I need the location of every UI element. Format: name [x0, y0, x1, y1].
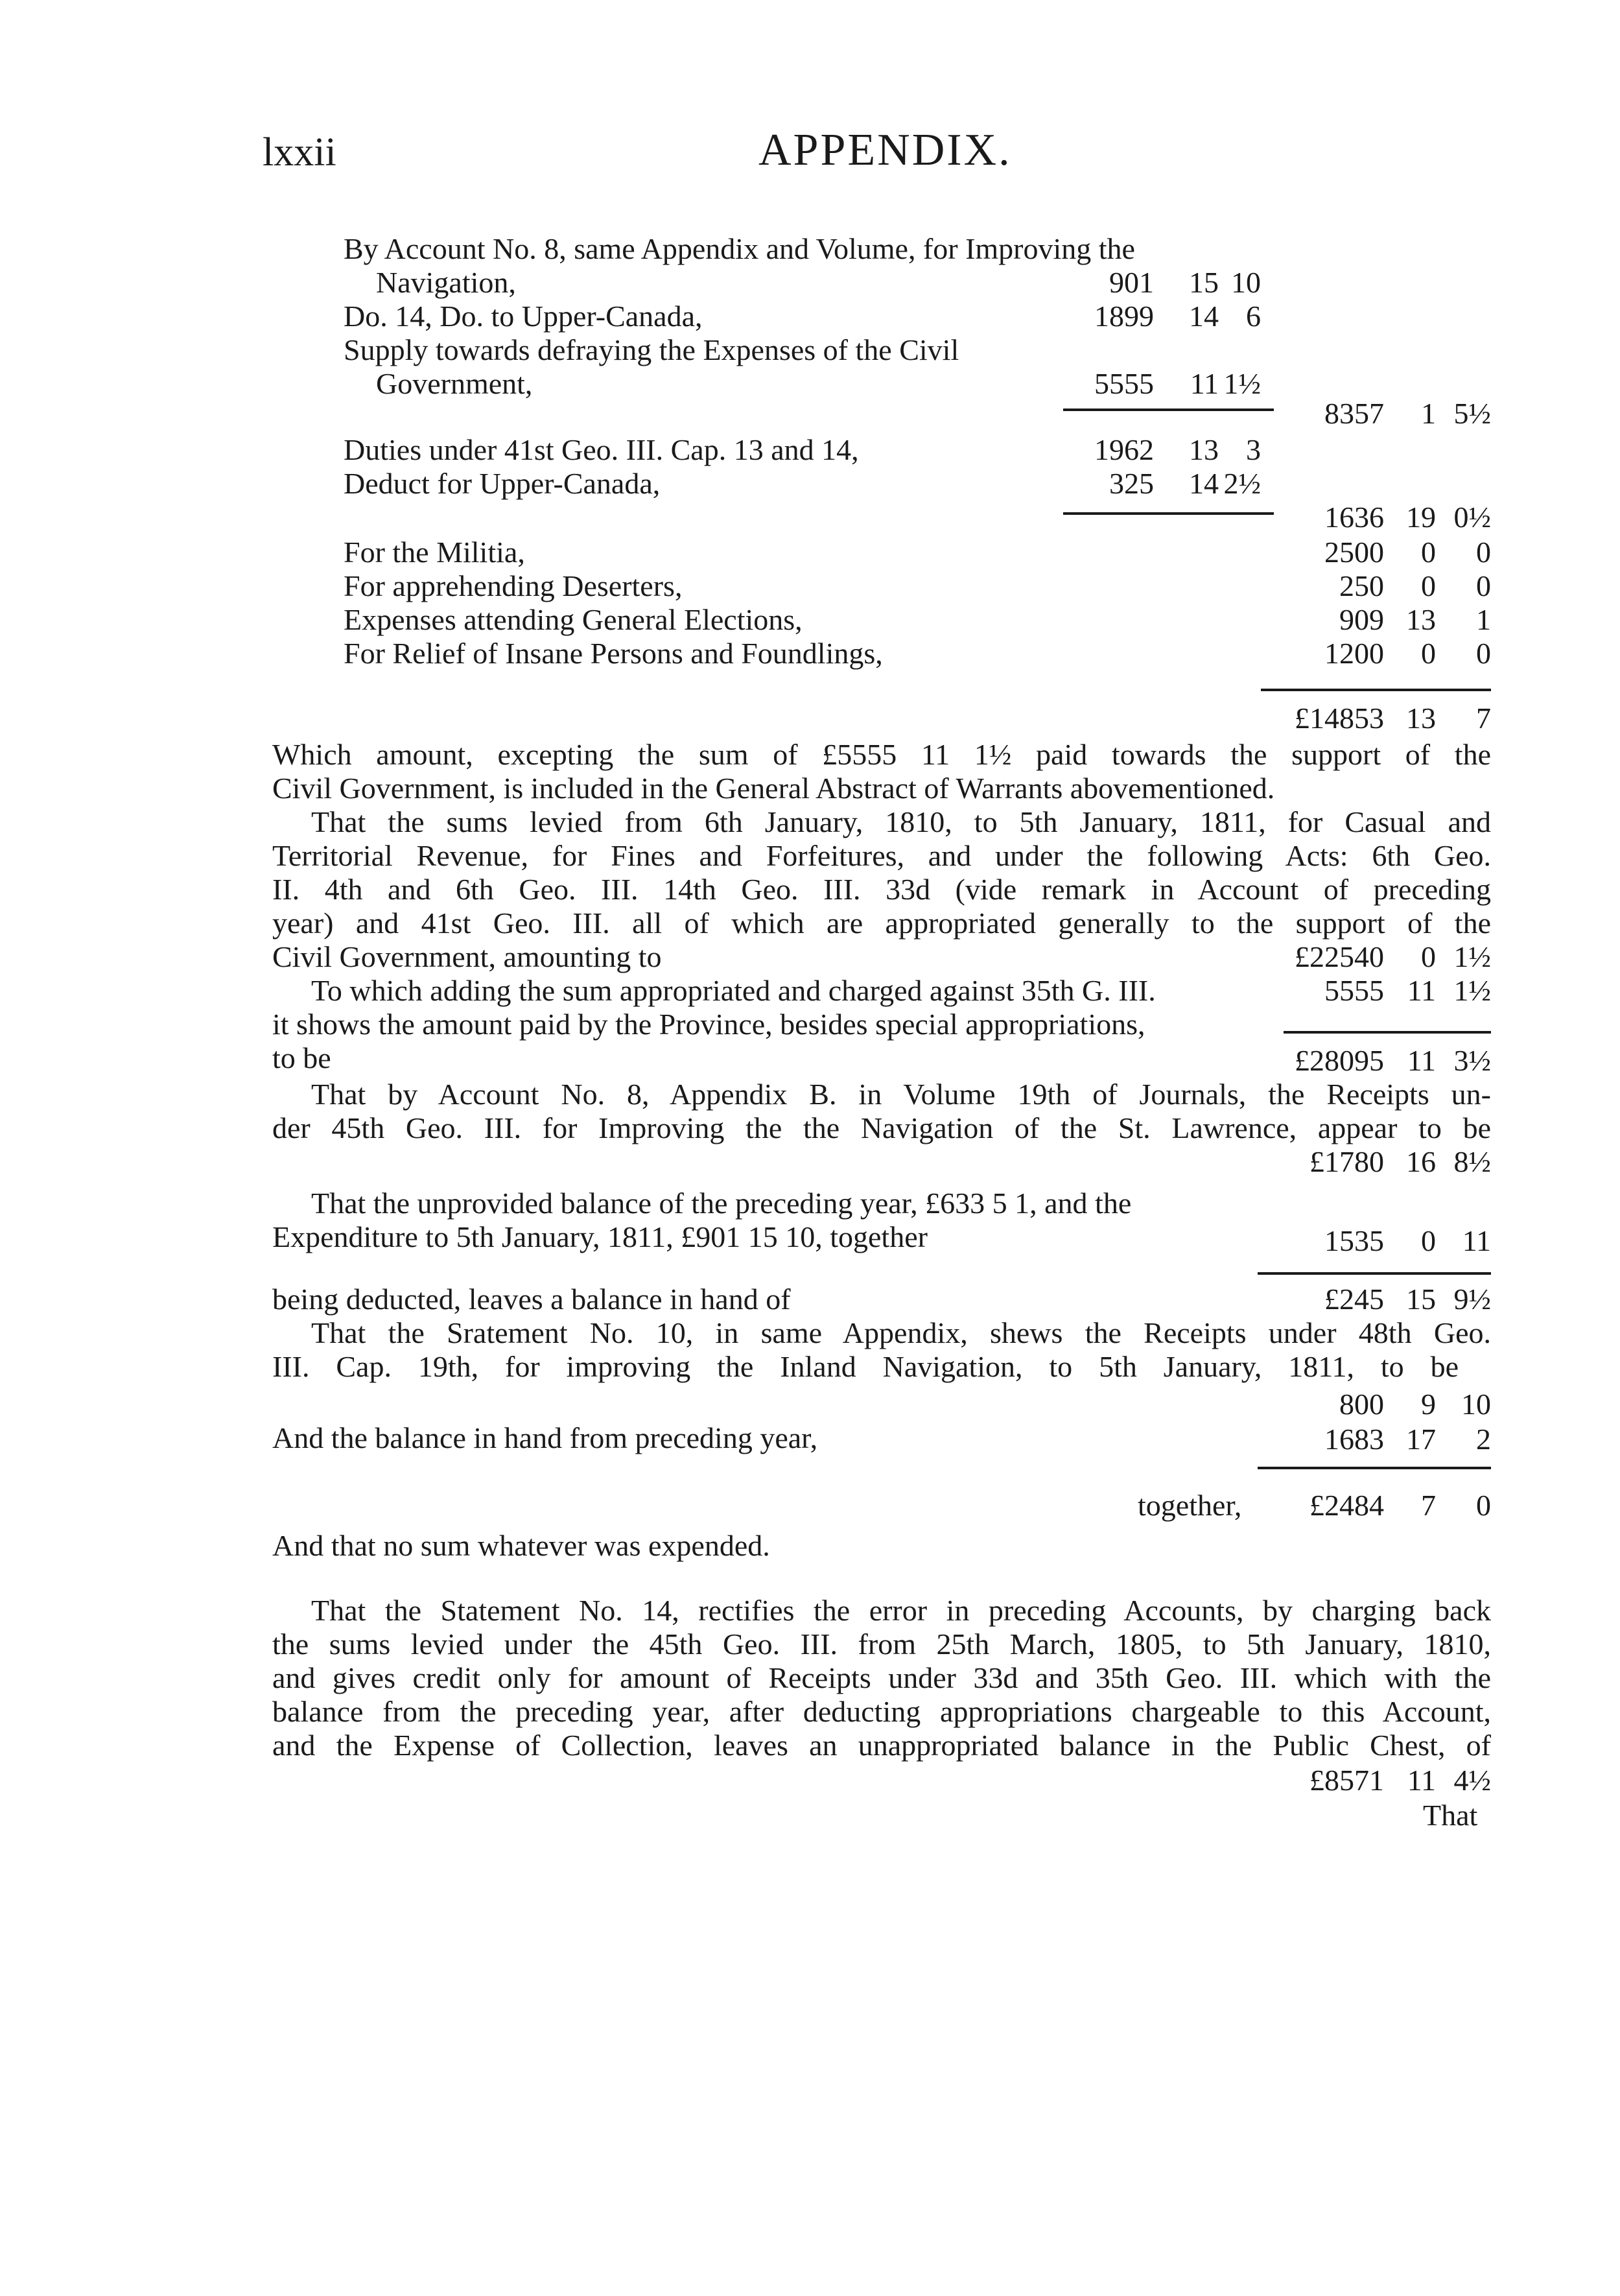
row-label: By Account No. 8, same Appendix and Volume, for Improving the: [344, 232, 1135, 265]
page-number: lxxii: [263, 130, 336, 174]
text-line: together,: [1138, 1489, 1242, 1522]
amount-shillings: 9: [1421, 1388, 1436, 1421]
text-line: der 45th Geo. III. for Improving the the Navigation of the St. Lawrence, appear to be: [272, 1111, 1491, 1144]
amount-shillings: 0: [1421, 1224, 1436, 1257]
amount-pounds: £8571: [1309, 1764, 1384, 1797]
text-line: Civil Government, amounting to: [272, 940, 662, 973]
text-line: That the Sratement No. 10, in same Appendix, shews the Receipts under 48th Geo.: [311, 1316, 1491, 1349]
amount-pounds: 1200: [1324, 637, 1384, 670]
amount-shillings: 0: [1421, 569, 1436, 602]
amount-pence: 3: [1246, 433, 1261, 466]
amount-shillings: 0: [1421, 536, 1436, 569]
total-shillings: 13: [1406, 702, 1436, 735]
amount-pence: 10: [1461, 1388, 1491, 1421]
total-pounds: £14853: [1295, 702, 1384, 735]
sum-rule: [1284, 1031, 1491, 1034]
amount-pounds: £1780: [1309, 1145, 1384, 1178]
amount-shillings: 11: [1407, 974, 1436, 1007]
text-line: year) and 41st Geo. III. all of which are appropriated generally to the support of the: [272, 906, 1491, 940]
text-line: the sums levied under the 45th Geo. III. from 25th March, 1805, to 5th January, 1810,: [272, 1627, 1491, 1661]
amount-shillings: 17: [1406, 1423, 1436, 1456]
text-line: Expenditure to 5th January, 1811, £901 15 10, together: [272, 1220, 928, 1253]
text-line: to be: [272, 1041, 331, 1074]
amount-shillings: 7: [1421, 1489, 1436, 1522]
text-line: it shows the amount paid by the Province, besides special appropriations,: [272, 1008, 1145, 1041]
row-label: For the Militia,: [344, 536, 525, 569]
amount-pence: 1½: [1453, 974, 1491, 1007]
amount-pence: 0: [1476, 1489, 1491, 1522]
amount-pence: 0: [1476, 569, 1491, 602]
sum-rule: [1258, 1467, 1491, 1469]
amount-pence: 1½: [1223, 367, 1261, 400]
text-line: II. 4th and 6th Geo. III. 14th Geo. III. 33d (vide remark in Account of preceding: [272, 873, 1491, 906]
subtotal-rule: [1063, 512, 1274, 515]
amount-shillings: 15: [1406, 1283, 1436, 1316]
amount-shillings: 13: [1406, 603, 1436, 636]
text-line: That the Statement No. 14, rectifies the error in preceding Accounts, by charging back: [311, 1594, 1491, 1627]
text-line: Which amount, excepting the sum of £5555 11 1½ paid towards the support of the: [272, 738, 1491, 771]
row-label: Deduct for Upper-Canada,: [344, 467, 661, 500]
total-pence: 7: [1476, 702, 1491, 735]
amount-pounds: 1683: [1324, 1423, 1384, 1456]
amount-shillings: 11: [1190, 367, 1219, 400]
text-line: And the balance in hand from preceding year,: [272, 1421, 818, 1454]
amount-shillings: 11: [1407, 1044, 1436, 1077]
subtotal-pence: 0½: [1453, 501, 1491, 534]
amount-pounds: 325: [1109, 467, 1154, 500]
row-label: Duties under 41st Geo. III. Cap. 13 and 14,: [344, 433, 859, 466]
text-line: and the Expense of Collection, leaves an unappropriated balance in the Public Chest, of: [272, 1729, 1491, 1762]
amount-pounds: 909: [1339, 603, 1384, 636]
amount-pence: 9½: [1453, 1283, 1491, 1316]
row-label: Navigation,: [376, 266, 516, 299]
amount-pence: 0: [1476, 637, 1491, 670]
amount-shillings: 14: [1189, 300, 1219, 333]
amount-pence: 3½: [1453, 1044, 1491, 1077]
amount-pence: 10: [1231, 266, 1261, 299]
text-line: And that no sum whatever was expended.: [272, 1529, 770, 1562]
amount-pounds: 800: [1339, 1388, 1384, 1421]
amount-pounds: 250: [1339, 569, 1384, 602]
subtotal-rule: [1063, 408, 1274, 411]
subtotal-pounds: 8357: [1324, 397, 1384, 430]
amount-pounds: 5555: [1324, 974, 1384, 1007]
amount-pence: 0: [1476, 536, 1491, 569]
page-title: APPENDIX.: [758, 125, 1012, 175]
amount-pence: 2: [1476, 1423, 1491, 1456]
amount-pence: 2½: [1223, 467, 1261, 500]
text-line: To which adding the sum appropriated and charged against 35th G. III.: [311, 974, 1156, 1007]
amount-pounds: 5555: [1094, 367, 1154, 400]
text-line: That the unprovided balance of the preceding year, £633 5 1, and the: [311, 1187, 1132, 1220]
row-label: Expenses attending General Elections,: [344, 603, 803, 636]
amount-shillings: 0: [1421, 940, 1436, 973]
amount-pounds: 1962: [1094, 433, 1154, 466]
text-line: Civil Government, is included in the General Abstract of Warrants abovementioned.: [272, 772, 1275, 805]
amount-pence: 1: [1476, 603, 1491, 636]
row-label: For apprehending Deserters,: [344, 569, 683, 602]
text-line: That by Account No. 8, Appendix B. in Volume 19th of Journals, the Receipts un-: [311, 1078, 1491, 1111]
amount-pence: 8½: [1453, 1145, 1491, 1178]
amount-shillings: 11: [1407, 1764, 1436, 1797]
amount-pence: 11: [1462, 1224, 1491, 1257]
amount-shillings: 16: [1406, 1145, 1436, 1178]
amount-pounds: 1535: [1324, 1224, 1384, 1257]
amount-shillings: 14: [1189, 467, 1219, 500]
amount-pounds: £2484: [1309, 1489, 1384, 1522]
text-line: III. Cap. 19th, for improving the Inland Navigation, to 5th January, 1811, to be: [272, 1350, 1459, 1383]
amount-pounds: £245: [1324, 1283, 1384, 1316]
row-label: Do. 14, Do. to Upper-Canada,: [344, 300, 703, 333]
amount-pence: 4½: [1453, 1764, 1491, 1797]
subtotal-pence: 5½: [1453, 397, 1491, 430]
text-line: Territorial Revenue, for Fines and Forfeitures, and under the following Acts: 6th Geo.: [272, 839, 1491, 872]
amount-pounds: 901: [1109, 266, 1154, 299]
amount-pounds: £28095: [1295, 1044, 1384, 1077]
amount-pence: 6: [1246, 300, 1261, 333]
total-rule: [1261, 689, 1491, 691]
row-label: Government,: [376, 367, 533, 400]
sum-rule: [1258, 1272, 1491, 1275]
amount-pounds: 2500: [1324, 536, 1384, 569]
text-line: balance from the preceding year, after deducting appropriations chargeable to this Account,: [272, 1695, 1491, 1728]
amount-pounds: 1899: [1094, 300, 1154, 333]
catchword: That: [1423, 1799, 1478, 1832]
row-label: For Relief of Insane Persons and Foundlings,: [344, 637, 883, 670]
subtotal-shillings: 1: [1421, 397, 1436, 430]
amount-shillings: 15: [1189, 266, 1219, 299]
amount-pounds: £22540: [1295, 940, 1384, 973]
text-line: being deducted, leaves a balance in hand of: [272, 1283, 791, 1316]
row-label: Supply towards defraying the Expenses of the Civil: [344, 333, 959, 366]
subtotal-shillings: 19: [1406, 501, 1436, 534]
amount-shillings: 0: [1421, 637, 1436, 670]
text-line: and gives credit only for amount of Receipts under 33d and 35th Geo. III. which with the: [272, 1661, 1491, 1694]
text-line: That the sums levied from 6th January, 1810, to 5th January, 1811, for Casual and: [311, 805, 1491, 838]
amount-pence: 1½: [1453, 940, 1491, 973]
subtotal-pounds: 1636: [1324, 501, 1384, 534]
amount-shillings: 13: [1189, 433, 1219, 466]
